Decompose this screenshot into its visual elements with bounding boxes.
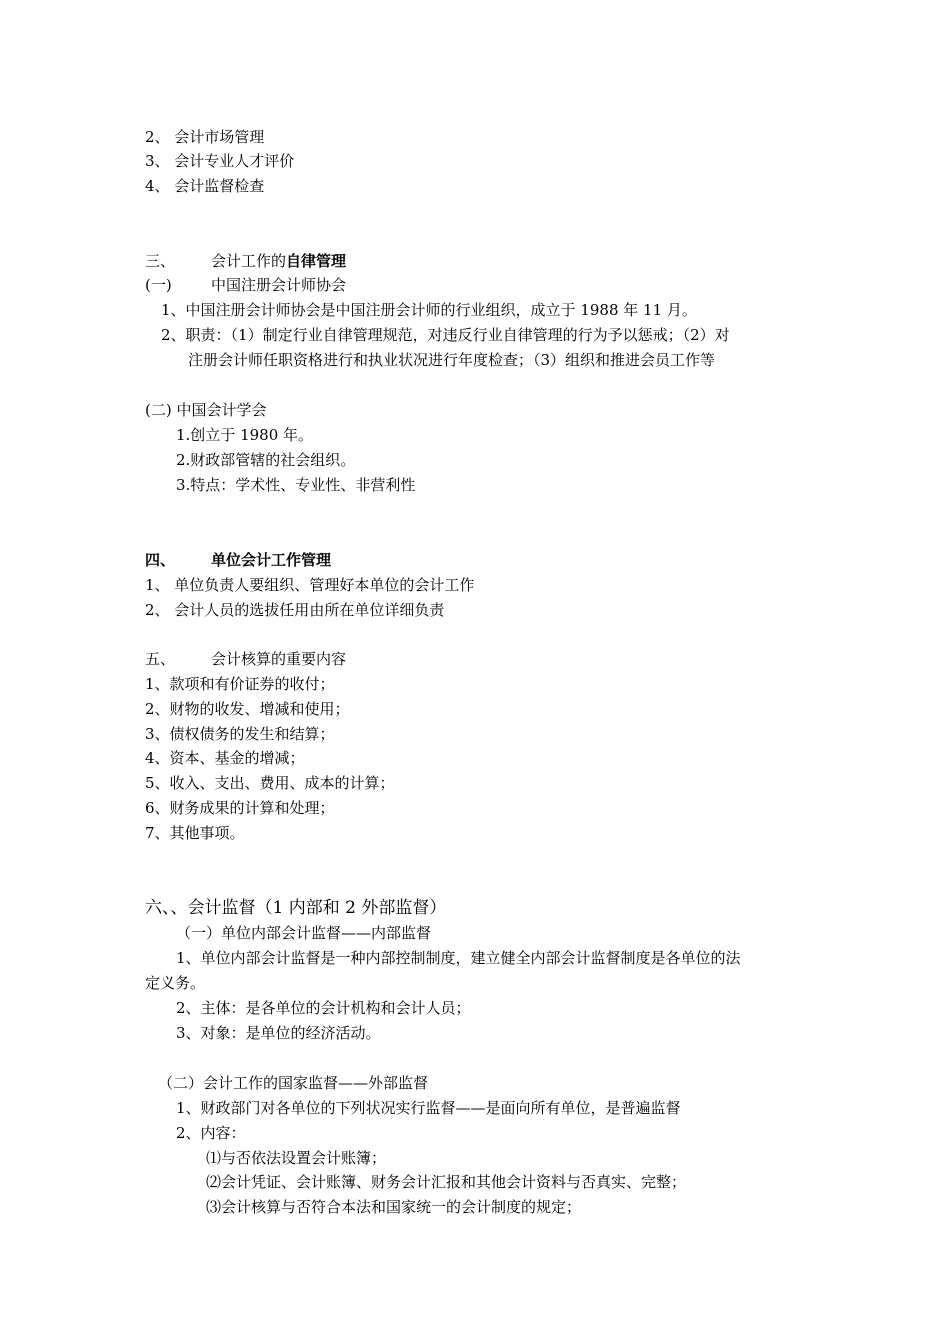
section-title-bold: 自律管理	[286, 252, 347, 270]
list-item: 3、对象：是单位的经济活动。	[176, 1024, 381, 1042]
list-item: 2、主体：是各单位的会计机构和会计人员；	[176, 999, 471, 1017]
list-item: 1、中国注册会计师协会是中国注册会计师的行业组织，成立于 1988 年 11 月。	[161, 301, 697, 319]
section-3-heading	[145, 251, 346, 271]
section-number: 三、	[145, 252, 176, 270]
list-item: 4、 会计监督检查	[145, 177, 265, 195]
list-item: 4、资本、基金的增减；	[145, 749, 305, 767]
list-item: ⑶会计核算与否符合本法和国家统一的会计制度的规定；	[206, 1198, 582, 1216]
list-item: 2.财政部管辖的社会组织。	[176, 451, 356, 469]
list-item: 2、 会计市场管理	[145, 128, 265, 146]
section-4-heading	[145, 550, 331, 570]
subsection-title: 中国注册会计师协会	[211, 276, 347, 294]
list-item: 6、财务成果的计算和处理；	[145, 799, 335, 817]
section-title-plain: 会计工作的	[211, 252, 287, 270]
list-item: 1.创立于 1980 年。	[176, 426, 314, 444]
paragraph: 1、单位内部会计监督是一种内部控制制度，建立健全内部会计监督制度是各单位的法	[176, 949, 741, 967]
list-item: 1、财政部门对各单位的下列状况实行监督——是面向所有单位，是普遍监督	[176, 1099, 681, 1117]
subsection-heading	[145, 275, 346, 295]
list-item: 1、 单位负责人要组织、管理好本单位的会计工作	[145, 576, 475, 594]
subsection-heading: （二）会计工作的国家监督——外部监督	[158, 1074, 429, 1092]
list-item: 5、收入、支出、费用、成本的计算；	[145, 774, 395, 792]
list-item: 1、款项和有价证券的收付；	[145, 675, 335, 693]
subsection-heading: （一）单位内部会计监督——内部监督	[176, 924, 432, 942]
section-title: 会计核算的重要内容	[211, 650, 347, 668]
list-item: 3.特点：学术性、专业性、非营利性	[176, 476, 416, 494]
list-item: 3、债权债务的发生和结算；	[145, 725, 335, 743]
list-item: 2、内容：	[176, 1124, 246, 1142]
section-number: 四、	[145, 551, 176, 569]
list-item: 注册会计师任职资格进行和执业状况进行年度检查；（3）组织和推进会员工作等	[188, 351, 716, 369]
list-item: 7、其他事项。	[145, 824, 245, 842]
list-item: 2、职责：（1）制定行业自律管理规范，对违反行业自律管理的行为予以惩戒；（2）对	[161, 326, 730, 344]
section-number: 五、	[145, 650, 176, 668]
section-6-heading: 六、、会计监督（1 内部和 2 外部监督）	[145, 898, 447, 918]
section-title: 单位会计工作管理	[211, 551, 332, 569]
list-item: 2、 会计人员的选拔任用由所在单位详细负责	[145, 601, 445, 619]
list-item: ⑵会计凭证、会计账簿、财务会计汇报和其他会计资料与否真实、完整；	[206, 1173, 687, 1191]
list-item: 2、财物的收发、增减和使用；	[145, 700, 350, 718]
list-item: ⑴与否依法设置会计账簿；	[206, 1149, 387, 1167]
paragraph: 定义务。	[145, 974, 206, 992]
subsection-number: (一)	[145, 276, 172, 294]
subsection-heading: (二) 中国会计学会	[145, 401, 267, 419]
section-5-heading	[145, 649, 346, 669]
list-item: 3、 会计专业人才评价	[145, 152, 295, 170]
